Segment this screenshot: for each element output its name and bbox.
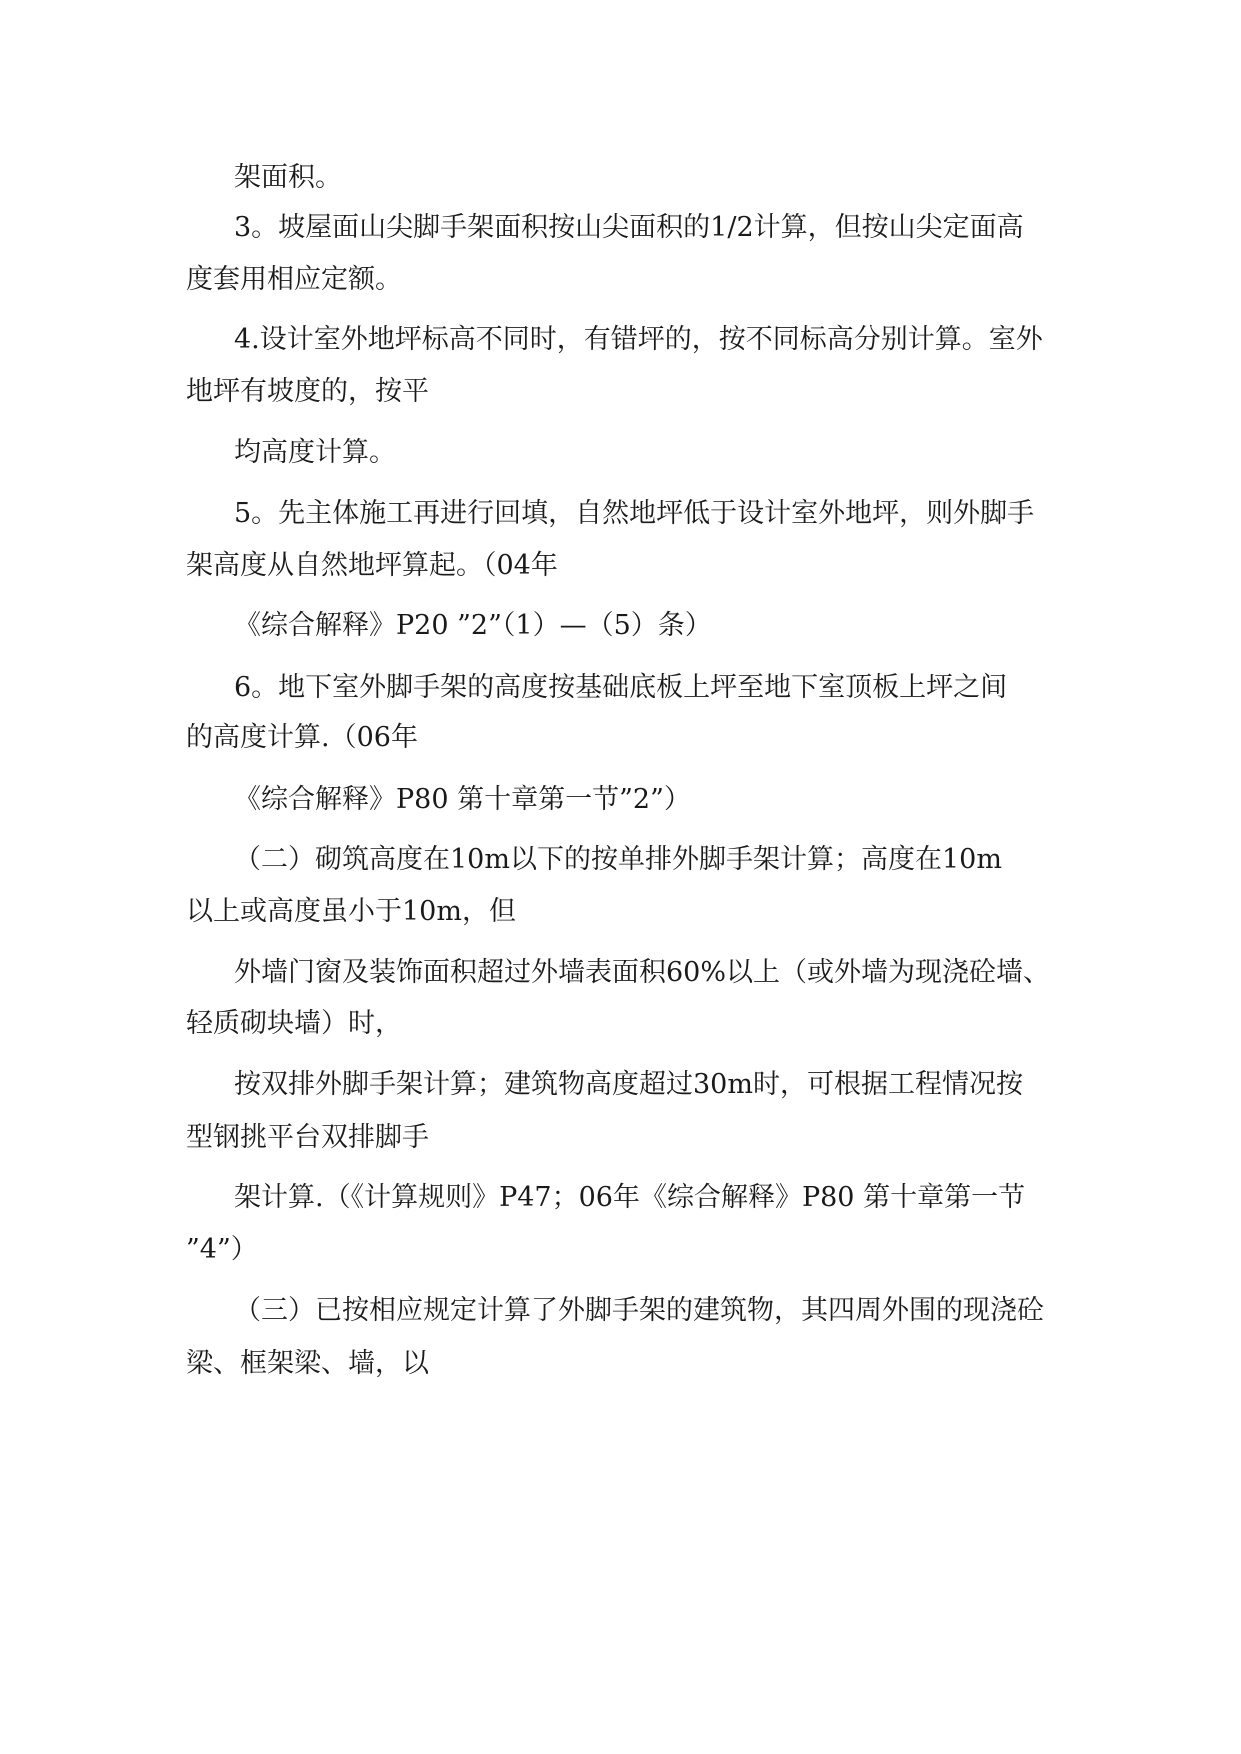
- paragraph-line: 4.设计室外地坪标高不同时，有错坪的，按不同标高分别计算。室外: [234, 324, 1043, 355]
- paragraph-line: （三）已按相应规定计算了外脚手架的建筑物，其四周外围的现浇砼: [234, 1295, 1044, 1326]
- paragraph-line: 外墙门窗及装饰面积超过外墙表面积60%以上（或外墙为现浇砼墙、: [234, 957, 1051, 988]
- paragraph-line: 的高度计算.（06年: [186, 722, 418, 753]
- paragraph-line: 《综合解释》P80 第十章第一节”2”）: [234, 784, 691, 815]
- paragraph-line: 地坪有坡度的，按平: [186, 376, 429, 407]
- paragraph-line: ”4”）: [186, 1234, 258, 1265]
- paragraph-line: 架高度从自然地坪算起。（04年: [186, 550, 558, 581]
- paragraph-line: 型钢挑平台双排脚手: [186, 1122, 429, 1153]
- paragraph-line: 度套用相应定额。: [186, 264, 402, 295]
- paragraph-line: 轻质砌块墙）时，: [186, 1008, 402, 1039]
- paragraph-line: 《综合解释》P20 ”2”（1）—（5）条）: [234, 610, 712, 641]
- paragraph-line: 架计算.（《计算规则》P47；06年《综合解释》P80 第十章第一节: [234, 1182, 1026, 1213]
- paragraph-line: 按双排外脚手架计算；建筑物高度超过30m时，可根据工程情况按: [234, 1069, 1023, 1100]
- paragraph-line: 5。先主体施工再进行回填，自然地坪低于设计室外地坪，则外脚手: [234, 498, 1035, 529]
- paragraph-line: （二）砌筑高度在10m以下的按单排外脚手架计算；高度在10m: [234, 844, 1002, 875]
- paragraph-line: 均高度计算。: [234, 437, 396, 468]
- paragraph-line: 架面积。: [234, 162, 342, 193]
- paragraph-line: 6。地下室外脚手架的高度按基础底板上坪至地下室顶板上坪之间: [234, 672, 1008, 703]
- paragraph-line: 3。坡屋面山尖脚手架面积按山尖面积的1/2计算，但按山尖定面高: [234, 212, 1024, 243]
- paragraph-line: 梁、框架梁、墙，以: [186, 1348, 429, 1379]
- paragraph-line: 以上或高度虽小于10m，但: [186, 896, 516, 927]
